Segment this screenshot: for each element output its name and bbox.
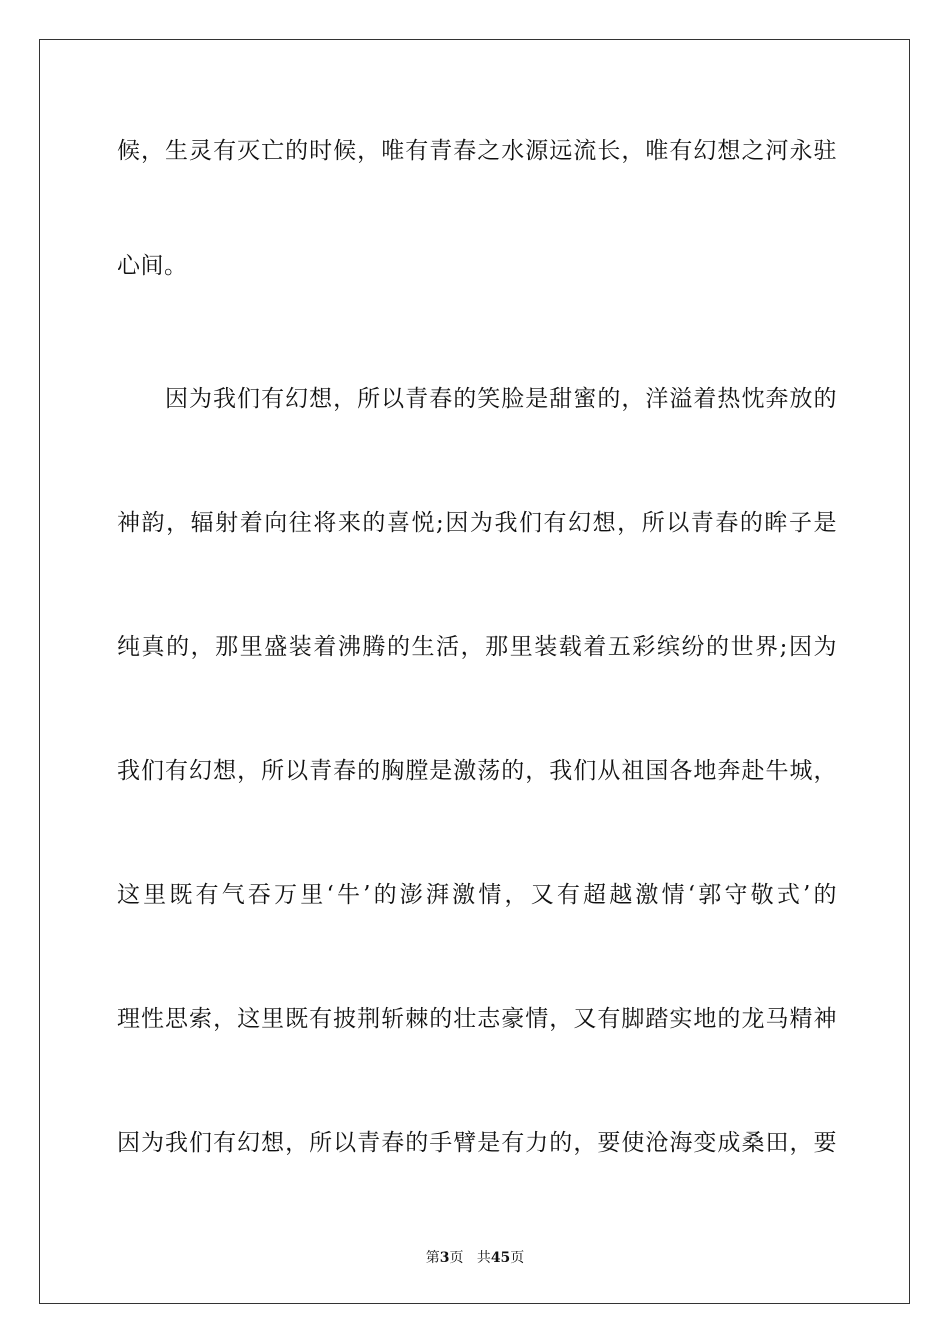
- page-prefix: 第: [425, 1250, 440, 1266]
- text-line-8: 理性思索，这里既有披荆斩棘的壮志豪情，又有脚踏实地的龙马精神: [117, 1006, 837, 1032]
- text-line-7: 这里既有气吞万里‘牛’的澎湃激情，又有超越激情‘郭守敬式’的: [117, 882, 837, 908]
- text-line-9: 因为我们有幻想，所以青春的手臂是有力的，要使沧海变成桑田，要: [117, 1130, 837, 1156]
- text-line-6: 我们有幻想，所以青春的胸膛是激荡的，我们从祖国各地奔赴牛城，: [117, 758, 837, 784]
- text-line-3: 因为我们有幻想，所以青春的笑脸是甜蜜的，洋溢着热忱奔放的: [165, 386, 837, 412]
- total-prefix: 共: [476, 1250, 491, 1266]
- page-number: 3: [439, 1250, 450, 1266]
- page-footer: [0, 1249, 950, 1267]
- text-line-5: 纯真的，那里盛装着沸腾的生活，那里装载着五彩缤纷的世界;因为: [117, 634, 837, 660]
- page-suffix: 页: [449, 1250, 464, 1266]
- page-border: [39, 39, 910, 1304]
- text-line-1: 候，生灵有灭亡的时候，唯有青春之水源远流长，唯有幻想之河永驻: [117, 138, 837, 164]
- total-pages: 45: [490, 1250, 511, 1266]
- text-line-4: 神韵，辐射着向往将来的喜悦;因为我们有幻想，所以青春的眸子是: [117, 510, 837, 536]
- total-suffix: 页: [510, 1250, 525, 1266]
- text-line-2: 心间。: [117, 253, 188, 279]
